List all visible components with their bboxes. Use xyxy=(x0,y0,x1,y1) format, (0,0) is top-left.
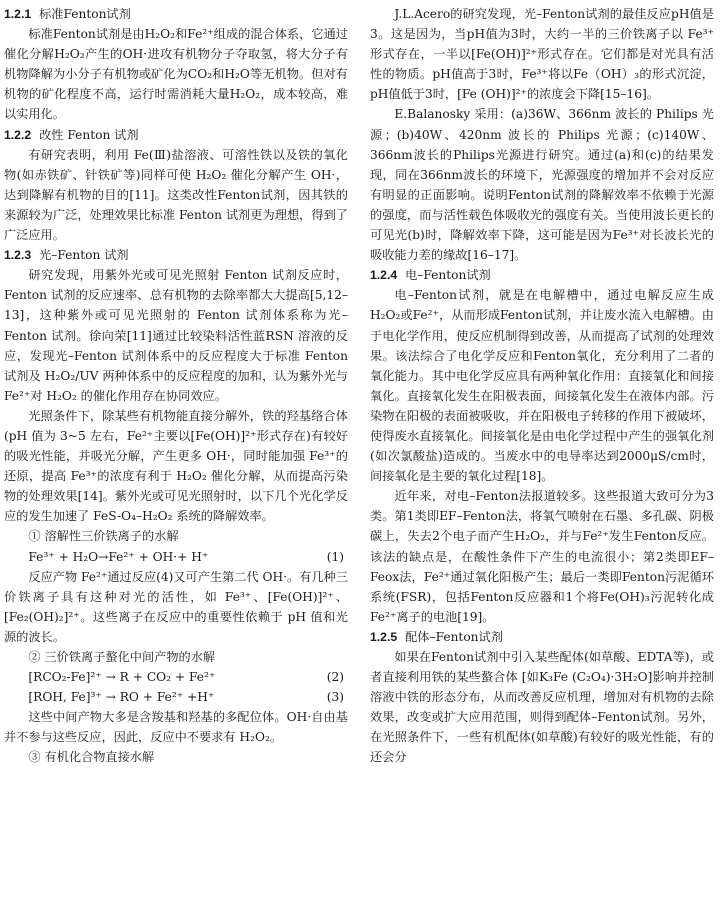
equation-3 xyxy=(4,687,348,707)
paragraph: 反应产物 Fe²⁺通过反应(4)又可产生第二代 OH·。有几种三价铁离子具有这种对光的活性，如 Fe³⁺、[Fe(OH)]²⁺、[Fe₂(OH)₂]²⁺。这些离子在反应中的重要性依赖于 pH 值和光源的波长。 xyxy=(4,569,348,644)
section-heading-1-2-5 xyxy=(370,627,714,647)
equation-number: (2) xyxy=(326,670,344,685)
section-heading-1-2-2 xyxy=(4,125,348,145)
equation-1 xyxy=(4,547,348,567)
section-number: 1.2.1 xyxy=(4,7,32,21)
section-title: 配体–Fenton试剂 xyxy=(405,629,503,644)
section-number: 1.2.5 xyxy=(370,629,398,644)
equation-body: [ROH, Fe]³⁺ → RO + Fe²⁺ +H⁺ xyxy=(28,690,215,705)
equation-body: [RCO₂-Fe]²⁺ → R + CO₂ + Fe²⁺ xyxy=(28,670,216,685)
equation-number: (1) xyxy=(326,549,344,564)
paragraph: 电–Fenton试剂，就是在电解槽中，通过电解反应生成H₂O₂或Fe²⁺，从而形成Fenton试剂，并让废水流入电解槽。由于电化学作用，使反应机制得到改善，从而提高了试剂的处理效果。该法综合了电化学反应和Fenton氧化，充分利用了二者的氧化能力。其中电化学反应具有两种氧化作用：直接氧化和间接氧化。直接氧化发生在阳极表面，间接氧化发生在液体内部。污染物在阳极的表面被吸收，并在阳极电子转移的作用下被破坏，使得废水直接氧化。间接氧化是由电化学过程中产生的强氧化剂(如次氯酸盐)造成的。当废水中的电导率达到2000μS/cm时，间接氧化是主要的氧化过程[18]。 xyxy=(370,288,714,484)
right-column xyxy=(370,4,714,768)
section-heading-1-2-4 xyxy=(370,265,714,285)
section-title: 改性 Fenton 试剂 xyxy=(39,127,139,142)
section-title: 标准Fenton试剂 xyxy=(39,7,131,21)
paragraph: 光照条件下，除某些有机物能直接分解外，铁的羟基络合体(pH 值为 3~5 左右，Fe²⁺主要以[Fe(OH)]²⁺形式存在)有较好的吸光性能，并吸光分解，产生更多 OH·，同时能加强 Fe³⁺的还原，提高 Fe³⁺的浓度有利于 H₂O₂ 催化分解，从而提高污染物的处理效果[14]。紫外光或可见光照射时，以下几个光化学反应的发生加速了 FeS-O₄–H₂O₂ 系统的降解效率。 xyxy=(4,408,348,524)
paragraph: 标准Fenton试剂是由H₂O₂和Fe²⁺组成的混合体系，它通过催化分解H₂O₂产生的OH·进攻有机物分子夺取氢，将大分子有机物降解为小分子有机物或矿化为CO₂和H₂O等无机物。但对有机物的矿化程度不高，运行时需消耗大量H₂O₂，成本较高，难以实用化。 xyxy=(4,27,348,122)
paragraph: 近年来，对电–Fenton法报道较多。这些报道大致可分为3类。第1类即EF–Fenton法，将氧气喷射在石墨、多孔碳、阴极碳上，失去2个电子而产生H₂O₂，并与Fe²⁺发生Fenton反应。该法的缺点是，在酸性条件下产生的电流很小；第2类即EF–Feox法，Fe²⁺通过氧化阳极产生；最后一类即Fenton污泥循环系统(FSR)，包括Fenton反应器和1个将Fe(OH)₃污泥转化成Fe²⁺离子的电池[19]。 xyxy=(370,489,714,624)
list-item: ① 溶解性三价铁离子的水解 xyxy=(28,529,179,544)
section-number: 1.2.3 xyxy=(4,248,32,263)
paragraph: 这些中间产物大多是含羧基和羟基的多配位体。OH·自由基并不参与这些反应，因此，反应中不要求有 H₂O₂。 xyxy=(4,710,348,745)
list-item: ③ 有机化合物直接水解 xyxy=(28,750,155,765)
section-title: 光–Fenton 试剂 xyxy=(39,248,129,263)
left-column xyxy=(4,4,348,768)
paragraph: E.Balanosky 采用：(a)36W、366nm 波长的 Philips 光源；(b)40W、420nm 波长的 Philips 光源；(c)140W、366nm波长的Philips光源进行研究。通过(a)和(c)的结果发现，同在366nm波长的环境下，光源强度的增加并不会对反应有明显的正面影响。说明Fenton试剂的降解效率不依赖于光源的强度，而与活性载色体吸收光的强度有关。当使用波长更长的可见光(b)时，降解效率下降，这可能是因为Fe³⁺对长波长光的吸收能力差的缘故[16–17]。 xyxy=(370,107,714,263)
section-number: 1.2.2 xyxy=(4,127,32,142)
section-heading-1-2-3 xyxy=(4,245,348,265)
section-number: 1.2.4 xyxy=(370,268,398,283)
equation-2 xyxy=(4,667,348,687)
section-heading-1-2-1 xyxy=(4,4,348,24)
paragraph: 有研究表明，利用 Fe(Ⅲ)盐溶液、可溶性铁以及铁的氧化物(如赤铁矿、针铁矿等)同样可使 H₂O₂ 催化分解产生 OH·，达到降解有机物的目的[11]。这类改性Fenton试剂，因其铁的来源较为广泛，处理效果比标准 Fenton 试剂更为理想，得到了广泛应用。 xyxy=(4,147,348,243)
paragraph: 研究发现，用紫外光或可见光照射 Fenton 试剂反应时，Fenton 试剂的反应速率、总有机物的去除率都大大提高[5,12–13]，这种紫外或可见光照射的 Fenton 试剂体系称为光–Fenton 试剂。徐向荣[11]通过比较染料活性蓝RSN 溶液的反应，发现光–Fenton 试剂体系中的反应程度大于标准 Fenton 试剂及 H₂O₂/UV 两种体系中的反应程度的加和，认为紫外光与 Fe²⁺对 H₂O₂ 的催化作用存在协同效应。 xyxy=(4,268,348,403)
paragraph: 如果在Fenton试剂中引入某些配体(如草酸、EDTA等)，或者直接利用铁的某些螯合体 [如K₃Fe (C₂O₄)·3H₂O]影响并控制溶液中铁的形态分布，从而改善反应机理，增加对有机物的去除效果，改变或扩大应用范围，则得到配体–Fenton试剂。另外，在光照条件下，一些有机配体(如草酸)有较好的吸光性能，有的还会分 xyxy=(370,650,714,765)
equation-body: Fe³⁺ + H₂O→Fe²⁺ + OH·+ H⁺ xyxy=(28,549,209,564)
equation-number: (3) xyxy=(326,690,344,705)
section-title: 电–Fenton试剂 xyxy=(405,268,491,283)
list-item: ② 三价铁离子螯化中间产物的水解 xyxy=(28,650,216,664)
paragraph: J.L.Acero的研究发现，光–Fenton试剂的最佳反应pH值是3。这是因为，当pH值为3时，大约一半的三价铁离子以 Fe³⁺形式存在，一半以[Fe(OH)]²⁺形式存在。它们都是对光具有活性的物质。pH值高于3时，Fe³⁺将以Fe（OH）₃的形式沉淀，pH值低于3时，[Fe (OH)]²⁺的浓度会下降[15–16]。 xyxy=(370,7,714,102)
